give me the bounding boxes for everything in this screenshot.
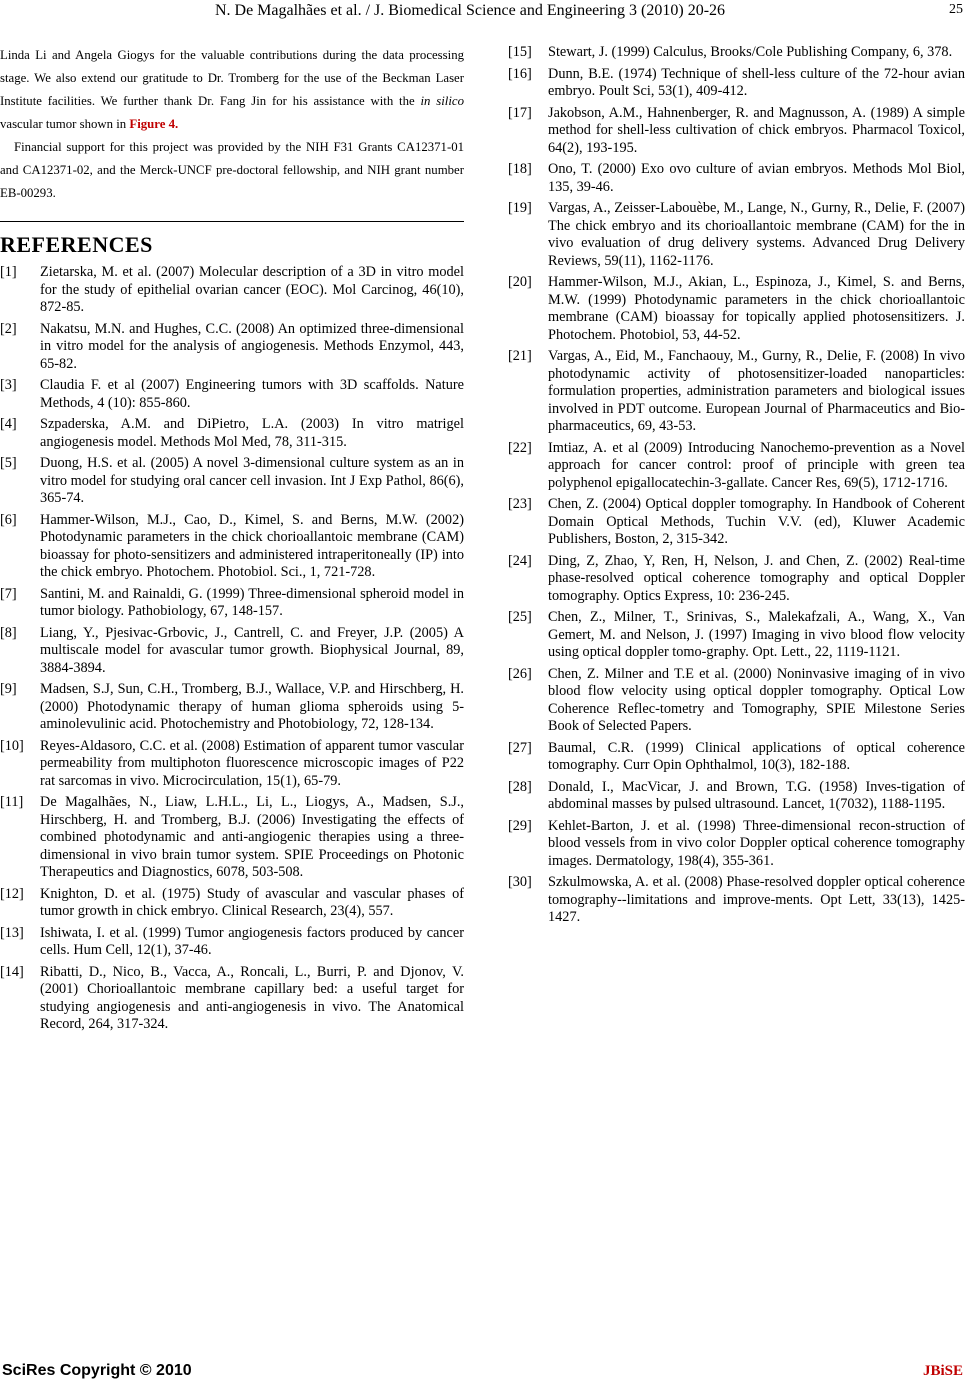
figure-link[interactable]: Figure 4.: [129, 117, 179, 131]
reference-text: Dunn, B.E. (1974) Technique of shell-less culture of the 72-hour avian embryo. Poult Sci, 53(1), 409-412.: [548, 65, 965, 99]
reference-number: [8]: [0, 624, 17, 641]
reference-item: [0, 794, 464, 882]
reference-text: Hammer-Wilson, M.J., Cao, D., Kimel, S. and Berns, M.W. (2002) Photodynamic parameters in the chick chorioallantoic membrane (CAM) bioassay for photo-sensitizers and administered intraperitoneally (IP) into the chick embryo. Photochem. Photobiol. Sci., 1, 721-728.: [40, 511, 464, 580]
reference-item: [508, 779, 965, 814]
reference-text: Duong, H.S. et al. (2005) A novel 3-dimensional culture system as an in vitro model for studying oral cancer cell invasion. Int J Exp Pathol, 86(6), 365-74.: [40, 455, 464, 506]
reference-text: Vargas, A., Zeisser-Labouèbe, M., Lange, N., Gurny, R., Delie, F. (2007) The chick embryo and its chorioallantoic membrane (CAM) for the in vivo evaluation of drug delivery systems. Advanced Drug Delivery Reviews, 59(11), 1162-1176.: [548, 200, 965, 269]
reference-text: Madsen, S.J, Sun, C.H., Tromberg, B.J., Wallace, V.P. and Hirschberg, H. (2000) Photodynamic therapy of human glioma spheroids using 5-aminolevulinic acid. Photochemistry and Photobiology, 72, 128-134.: [40, 681, 464, 732]
reference-number: [9]: [0, 681, 17, 697]
reference-item: [508, 66, 965, 101]
reference-text: Baumal, C.R. (1999) Clinical applications of optical coherence tomography. Curr Opin Ophthalmol, 10(3), 182-188.: [548, 739, 965, 773]
reference-item: [508, 44, 965, 62]
page-footer: [0, 1360, 967, 1386]
reference-item: [508, 609, 965, 662]
journal-abbreviation: JBiSE: [922, 1363, 963, 1379]
reference-text: Reyes-Aldasoro, C.C. et al. (2008) Estimation of apparent tumor vascular permeability from multiphoton fluorescence microscopic images of P22 rat sarcomas in vivo. Microcirculation, 15(1), 65-79.: [40, 737, 464, 789]
reference-text: Ribatti, D., Nico, B., Vacca, A., Roncali, L., Burri, P. and Djonov, V. (2001) Chorioallantoic membrane capillary bed: a useful target for studying angiogenesis and anti-angiogenesis in vivo. The Anatomical Record, 264, 317-324.: [40, 963, 464, 1032]
reference-number: [11]: [0, 794, 24, 810]
reference-number: [15]: [508, 44, 532, 60]
references-heading: REFERENCES: [0, 232, 153, 257]
reference-text: Liang, Y., Pjesivac-Grbovic, J., Cantrell, C. and Freyer, J.P. (2005) A multiscale model for avascular tumor growth. Biophysical Journal, 89, 3884-3894.: [40, 624, 464, 676]
reference-text: Nakatsu, M.N. and Hughes, C.C. (2008) An optimized three-dimensional in vitro model for the analysis of angiogenesis. Methods Enzymol, 443, 65-82.: [40, 320, 464, 372]
reference-list-right: [508, 44, 965, 927]
reference-item: [0, 625, 464, 678]
reference-number: [23]: [508, 496, 532, 512]
reference-number: [20]: [508, 274, 532, 290]
left-column: [0, 44, 464, 1038]
reference-item: [508, 666, 965, 736]
reference-item: [0, 377, 464, 412]
reference-item: [0, 886, 464, 921]
reference-item: [0, 964, 464, 1034]
reference-item: [0, 586, 464, 621]
reference-text: Donald, I., MacVicar, J. and Brown, T.G. (1958) Inves-tigation of abdominal masses by pulsed ultrasound. Lancet, 1(7032), 1188-1195.: [548, 778, 965, 812]
reference-text: Ishiwata, I. et al. (1999) Tumor angiogenesis factors produced by cancer cells. Hum Cell, 12(1), 37-46.: [40, 924, 464, 958]
reference-number: [16]: [508, 65, 532, 82]
ack-text-2: vascular tumor shown in: [0, 117, 130, 131]
reference-text: Vargas, A., Eid, M., Fanchaouy, M., Gurny, R., Delie, F. (2008) In vivo photodynamic activity of photosensitizer-loaded nanoparticles: formulation properties, administration parameters and biological issues involved in PDT outcome. European Journal of Pharmaceutics and Bio-pharmaceutics, 69, 43-53.: [548, 348, 965, 434]
reference-number: [21]: [508, 348, 532, 364]
ack-text: Linda Li and Angela Giogys for the valuable contributions during the data processing stage. We also extend our gratitude to Dr. Tromberg for the use of the Beckman Laser Institute facilities. We further thank Dr. Fang Jin for his assistance with the: [0, 48, 464, 108]
reference-item: [0, 512, 464, 582]
reference-text: Jakobson, A.M., Hahnenberger, R. and Magnusson, A. (1989) A simple method for shell-less cultivation of chick embryos. Pharmacol Toxicol, 64(2), 193-195.: [548, 104, 965, 156]
reference-number: [10]: [0, 737, 24, 754]
section-divider: [0, 221, 464, 222]
reference-item: [0, 416, 464, 451]
running-title: N. De Magalhães et al. / J. Biomedical Science and Engineering 3 (2010) 20-26: [214, 2, 726, 19]
reference-text: Ding, Z, Zhao, Y, Ren, H, Nelson, J. and Chen, Z. (2002) Real-time phase-resolved optical coherence tomography and optical Doppler tomography. Optics Express, 10: 236-245.: [548, 552, 965, 604]
reference-number: [26]: [508, 665, 532, 682]
page-header: [0, 0, 967, 22]
ack-paragraph-1: [0, 44, 464, 136]
reference-text: De Magalhães, N., Liaw, L.H.L., Li, L., Liogys, A., Madsen, S.J., Hirschberg, H. and Tromberg, B.J. (2006) Investigating the effects of combined photodynamic and anti-angiogenic therapies using a three-dimensional in vivo brain tumor system. SPIE Proceedings on Photonic Therapeutics and Diagnostics, 6078, 503-508.: [40, 794, 464, 880]
reference-number: [13]: [0, 924, 24, 941]
reference-text: Imtiaz, A. et al (2009) Introducing Nanochemo-prevention as a Novel approach for cancer control: proof of principle with green tea polyphenol epigallocatechin-3-gallate. Cancer Res, 69(5), 1712-1716.: [548, 439, 965, 491]
reference-item: [0, 264, 464, 317]
reference-number: [18]: [508, 161, 532, 177]
right-column: [508, 44, 965, 931]
reference-item: [508, 105, 965, 158]
reference-item: [0, 925, 464, 960]
reference-item: [508, 440, 965, 493]
reference-text: Stewart, J. (1999) Calculus, Brooks/Cole Publishing Company, 6, 378.: [548, 44, 953, 60]
reference-text: Chen, Z. (2004) Optical doppler tomography. In Handbook of Coherent Domain Optical Methods, Tuchin V.V. (ed), Kluwer Academic Publishers, Boston, 2, 315-342.: [548, 496, 965, 547]
reference-text: Zietarska, M. et al. (2007) Molecular description of a 3D in vitro model for the study of epithelial ovarian cancer (EOC). Mol Carcinog, 46(10), 872-85.: [40, 264, 464, 315]
reference-number: [2]: [0, 320, 17, 337]
reference-item: [508, 274, 965, 344]
reference-item: [508, 348, 965, 436]
reference-item: [0, 681, 464, 734]
reference-number: [1]: [0, 264, 17, 280]
reference-item: [508, 200, 965, 270]
reference-text: Kehlet-Barton, J. et al. (1998) Three-dimensional recon-struction of blood vessels from in vivo color Doppler optical coherence tomography images. Dermatology, 198(4), 355-361.: [548, 817, 965, 869]
reference-text: Chen, Z. Milner and T.E et al. (2000) Noninvasive imaging of in vivo blood flow velocity using optical doppler tomography. Optical Low Coherence Reflec-tometry and Tomography, SPIE Milestone Series Book of Selected Papers.: [548, 665, 965, 734]
reference-number: [12]: [0, 885, 24, 902]
page-number: 25: [949, 2, 963, 17]
reference-number: [5]: [0, 455, 17, 471]
reference-text: Santini, M. and Rainaldi, G. (1999) Three-dimensional spheroid model in tumor biology. Pathobiology, 67, 148-157.: [40, 585, 464, 619]
ack-italic: in silico: [420, 94, 464, 108]
reference-item: [508, 161, 965, 196]
reference-item: [0, 738, 464, 791]
reference-number: [3]: [0, 377, 17, 393]
copyright-notice: SciRes Copyright © 2010: [2, 1362, 192, 1379]
acknowledgements: [0, 44, 464, 205]
reference-list-left: [0, 264, 464, 1034]
reference-item: [508, 553, 965, 606]
reference-number: [29]: [508, 817, 532, 834]
reference-number: [22]: [508, 439, 532, 456]
reference-number: [6]: [0, 511, 17, 528]
reference-item: [508, 740, 965, 775]
reference-text: Knighton, D. et al. (1975) Study of avascular and vascular phases of tumor growth in chick embryo. Clinical Research, 23(4), 557.: [40, 885, 464, 919]
reference-number: [4]: [0, 416, 17, 432]
reference-text: Claudia F. et al (2007) Engineering tumors with 3D scaffolds. Nature Methods, 4 (10): 855-860.: [40, 377, 464, 411]
reference-number: [14]: [0, 963, 24, 980]
reference-text: Chen, Z., Milner, T., Srinivas, S., Malekafzali, A., Wang, X., Van Gemert, M. and Nelson, J. (1997) Imaging in vivo blood flow velocity using optical doppler tomo-graphy. Opt. Lett., 22, 1119-1121.: [548, 609, 965, 660]
reference-text: Hammer-Wilson, M.J., Akian, L., Espinoza, J., Kimel, S. and Berns, M.W. (1999) Photodynamic parameters in the chick chorioallantoic membrane (CAM) bioassay for topically applied photosensitizers. J. Photochem. Photobiol, 53, 44-52.: [548, 274, 965, 343]
reference-text: Szpaderska, A.M. and DiPietro, L.A. (2003) In vitro matrigel angiogenesis model. Methods Mol Med, 78, 311-315.: [40, 416, 464, 450]
ack-paragraph-2: Financial support for this project was provided by the NIH F31 Grants CA12371-01 and CA12371-02, and the Merck-UNCF pre-doctoral fellowship, and NIH grant number EB-00293.: [0, 140, 464, 200]
reference-item: [508, 496, 965, 549]
reference-item: [0, 321, 464, 374]
reference-number: [30]: [508, 874, 532, 890]
reference-text: Ono, T. (2000) Exo ovo culture of avian embryos. Methods Mol Biol, 135, 39-46.: [548, 161, 965, 195]
reference-number: [17]: [508, 104, 532, 121]
reference-item: [0, 455, 464, 508]
reference-number: [27]: [508, 739, 532, 756]
reference-number: [7]: [0, 585, 17, 602]
reference-number: [25]: [508, 609, 532, 625]
reference-item: [508, 874, 965, 927]
reference-number: [19]: [508, 200, 532, 216]
reference-text: Szkulmowska, A. et al. (2008) Phase-resolved doppler optical coherence tomography--limitations and improve-ments. Opt Lett, 33(13), 1425-1427.: [548, 874, 965, 925]
reference-number: [28]: [508, 778, 532, 795]
reference-item: [508, 818, 965, 871]
reference-number: [24]: [508, 552, 532, 569]
